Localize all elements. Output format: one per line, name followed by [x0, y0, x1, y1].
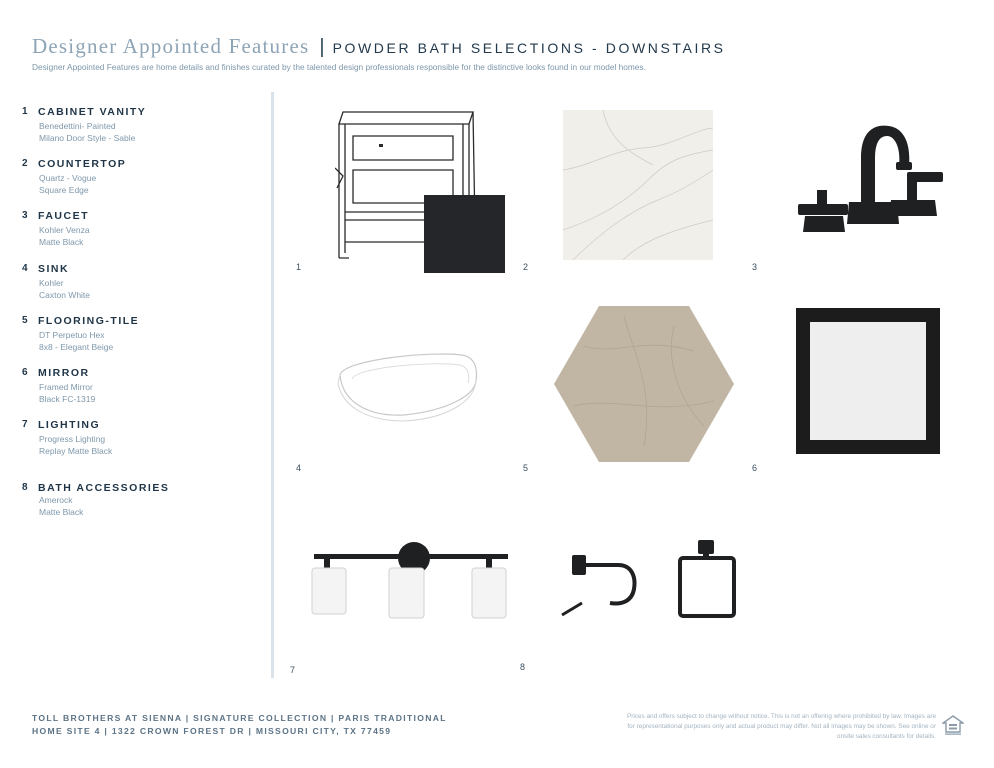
selection-detail: Square Edge [39, 185, 89, 195]
selection-detail: Amerock [39, 495, 73, 505]
community-line: TOLL BROTHERS AT SIENNA | SIGNATURE COLLECTION | PARIS TRADITIONAL [32, 713, 447, 723]
title-separator: | [319, 36, 325, 58]
selection-detail: Matte Black [39, 237, 84, 247]
selection-number: 6 [22, 367, 28, 378]
page-title: Designer Appointed Features [32, 34, 310, 58]
image-number: 1 [296, 262, 302, 272]
vanity-light-fixture-image [310, 540, 510, 620]
toilet-paper-holder-image [560, 545, 640, 620]
selection-detail: Quartz - Vogue [39, 173, 97, 183]
page-subtitle: POWDER BATH SELECTIONS - DOWNSTAIRS [332, 40, 726, 56]
image-number: 6 [752, 463, 758, 473]
selection-category: LIGHTING [38, 419, 101, 431]
address-line: HOME SITE 4 | 1322 CROWN FOREST DR | MISSOURI CITY, TX 77459 [32, 726, 392, 736]
image-number: 5 [523, 463, 529, 473]
selection-detail: DT Perpetuo Hex [39, 330, 105, 340]
selection-detail: Progress Lighting [39, 434, 106, 444]
selection-number: 5 [22, 315, 28, 326]
selection-detail: Kohler [39, 278, 64, 288]
mirror-glass [810, 322, 926, 440]
image-number: 4 [296, 463, 302, 473]
selection-number: 1 [22, 106, 28, 117]
towel-ring-image [676, 540, 738, 620]
framed-mirror-image [796, 308, 940, 454]
selection-number: 8 [22, 482, 28, 493]
selection-number: 2 [22, 158, 28, 169]
selection-category: FLOORING-TILE [38, 315, 140, 327]
selection-category: CABINET VANITY [38, 106, 147, 118]
selection-detail: Kohler Venza [39, 225, 90, 235]
selection-detail: Framed Mirror [39, 382, 93, 392]
page-header [32, 34, 726, 59]
selection-category: BATH ACCESSORIES [38, 482, 170, 494]
faucet-image [795, 120, 945, 245]
image-number: 7 [290, 665, 296, 675]
hex-floor-tile-swatch [554, 306, 734, 462]
quartz-countertop-swatch [563, 110, 713, 260]
selection-detail: Milano Door Style - Sable [39, 133, 136, 143]
selection-number: 3 [22, 210, 28, 221]
selection-category: FAUCET [38, 210, 89, 222]
vertical-divider [271, 92, 274, 678]
undermount-sink-image [334, 345, 482, 423]
image-number: 2 [523, 262, 529, 272]
image-number: 3 [752, 262, 758, 272]
selection-number: 7 [22, 419, 28, 430]
selection-detail: Replay Matte Black [39, 446, 113, 456]
selection-category: MIRROR [38, 367, 90, 379]
equal-housing-icon [942, 714, 964, 736]
selection-detail: 8x8 - Elegant Beige [39, 342, 114, 352]
selection-number: 4 [22, 263, 28, 274]
community-address-footer [32, 712, 447, 738]
selection-detail: Black FC-1319 [39, 394, 96, 404]
selection-category: SINK [38, 263, 70, 275]
intro-text: Designer Appointed Features are home details and finishes curated by the talented design professionals responsible for the distinctive looks found in our model homes. [32, 62, 646, 72]
disclaimer-text: Prices and offers subject to change without notice. This is not an offering where prohibited by law. Images are for representational purposes only and actual product may differ. Not all images may be shown. See online or onsite sales consultants for details. [626, 713, 936, 740]
sable-finish-swatch [424, 195, 505, 273]
selection-detail: Matte Black [39, 507, 84, 517]
selection-category: COUNTERTOP [38, 158, 127, 170]
image-number: 8 [520, 662, 526, 672]
selection-detail: Benedettini- Painted [39, 121, 116, 131]
selection-detail: Caxton White [39, 290, 91, 300]
